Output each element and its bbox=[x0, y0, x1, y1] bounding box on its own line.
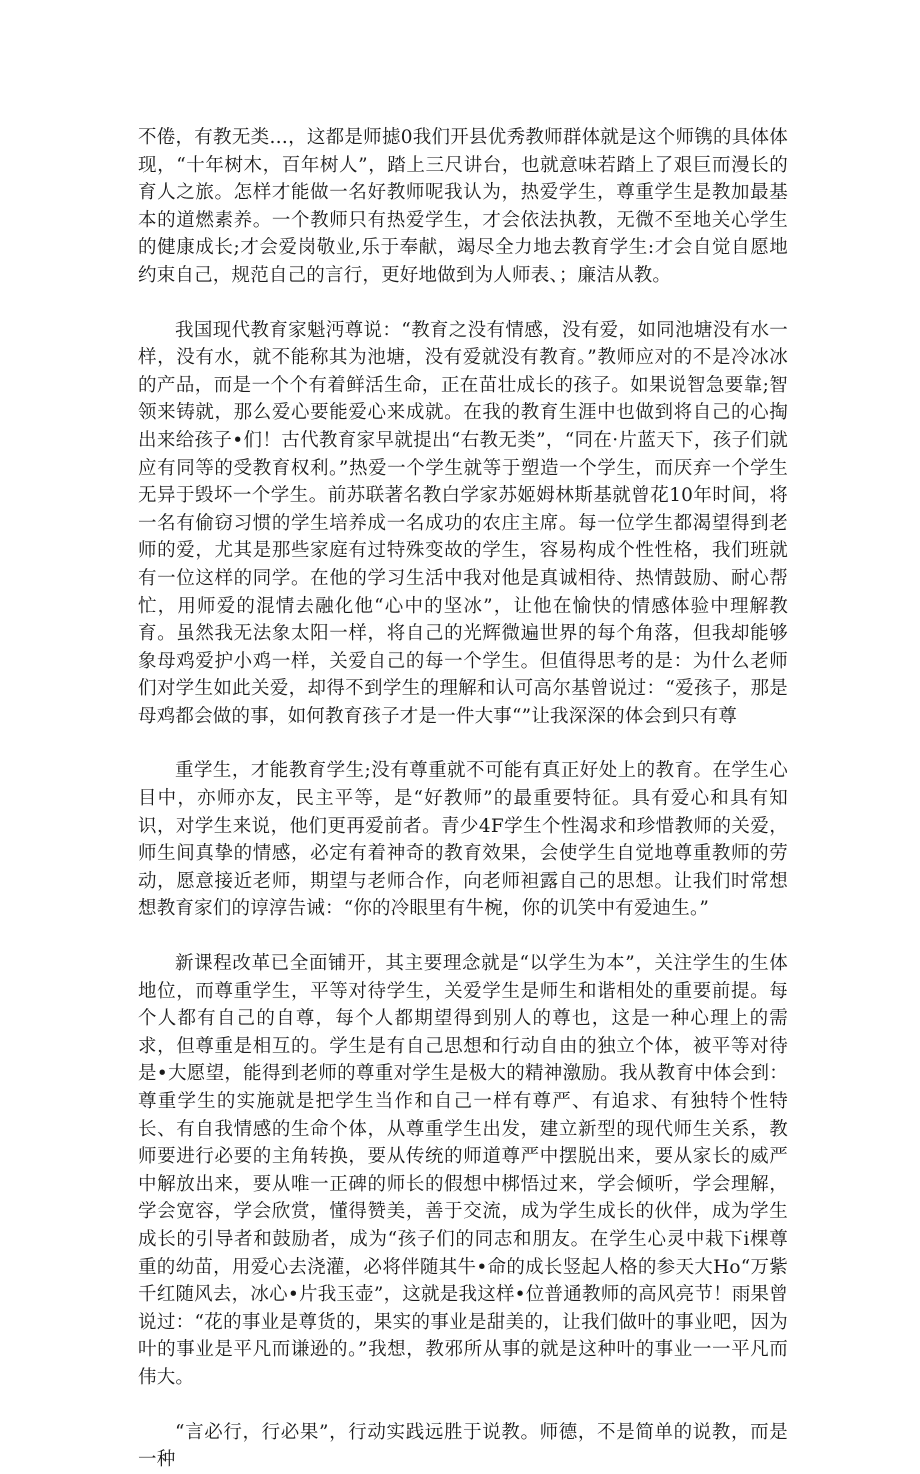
paragraph-1: 不倦，有教无类…，这都是师摅0我们开县优秀教师群体就是这个师镌的具体体现，“十年树木，百年树人”，踏上三尺讲台，也就意味若踏上了艰巨而漫长的育人之旅。怎样才能做一名好教师呢我认为，热爱学生，尊重学生是教加最基本的道燃素养。一个教师只有热爱学生，才会依法执教，无微不至地关心学生的健康成长;才会爱岗敬业,乐于奉献，竭尽全力地去教育学生:才会自觉自愿地约束自己，规范自己的言行，更好地做到为人师表、；廉洁从教。 bbox=[138, 127, 788, 286]
paragraph-2: 我国现代教育家魁沔尊说：“教育之没有情感，没有爱，如同池塘没有水一样，没有水，就不能称其为池塘，没有爱就没有教育。”教师应对的不是冷冰冰的产品，而是一个个有着鲜活生命，正在苗壮成长的孩子。如果说智急要靠;智领来铸就，那么爱心要能爱心来成就。在我的教育生涯中也做到将自己的心掏出来给孩子•们！古代教育家早就提出“右教无类”，“同在·片蓝天下，孩子们就应有同等的受教育权利。”热爱一个学生就等于塑造一个学生，而厌弃一个学生无异于毁坏一个学生。前苏联著名教白学家苏姬姆林斯基就曾花10年时间，将一名有偷窃习惯的学生培养成一名成功的农庄主席。每一位学生都渴望得到老师的爱，尤其是那些家庭有过特殊变故的学生，容易构成个性性格，我们班就有一位这样的同学。在他的学习生活中我对他是真诚相待、热情鼓励、耐心帮忙，用师爱的混情去融化他“心中的坚冰”，让他在愉快的情感体验中理解教育。虽然我无法象太阳一样，将自己的光辉微遍世界的每个角落，但我却能够象母鸡爱护小鸡一样，关爱自己的每一个学生。但值得思考的是：为什么老师们对学生如此关爱，却得不到学生的理解和认可高尔基曾说过：“爱孩子，那是母鸡都会做的事，如何教育孩子才是一件大事“”让我深深的体会到只有尊 bbox=[138, 319, 788, 727]
document-body bbox=[138, 124, 788, 1474]
paragraph-5: “言必行，行必果”，行动实践远胜于说教。师德，不是简单的说教，而是一种 bbox=[138, 1421, 788, 1471]
paragraph-4: 新课程改革已全面铺开，其主要理念就是“以学生为本”，关注学生的生体地位，而尊重学生，平等对待学生，关爱学生是师生和谐相处的重要前提。每个人都有自己的自尊，每个人都期望得到别人的尊也，这是一种心理上的需求，但尊重是相互的。学生是有自己思想和行动自由的独立个体，被平等对待是•大愿望，能得到老师的尊重对学生是极大的精神激励。我从教育中体会到：尊重学生的实施就是把学生当作和自己一样有尊严、有追求、有独特个性特长、有自我情感的生命个体，从尊重学生出发，建立新型的现代师生关系，教师要进行必要的主角转换，要从传统的师道尊严中摆脱出来，要从家长的威严中解放出来，要从唯一正碑的师长的假想中梆悟过来，学会倾听，学会理解，学会宽容，学会欣赏，懂得赞美，善于交流，成为学生成长的伙伴，成为学生成长的引导者和鼓励者，成为“孩子们的同志和朋友。在学生心灵中栽下i棵尊重的幼苗，用爱心去浇灌，必将伴随其牛•命的成长竖起人格的参天大Ho“万紫千红随风去，冰心•片我玉壶”，这就是我这样•位普通教师的高风亮节！雨果曾说过：“花的事业是尊货的，果实的事业是甜美的，让我们做叶的事业吧，因为叶的事业是平凡而谦逊的。”我想，教邪所从事的就是这种叶的事业一一平凡而伟大。 bbox=[138, 953, 788, 1388]
paragraph-3: 重学生，才能教育学生;没有尊重就不可能有真正好处上的教育。在学生心目中，亦师亦友，民主平等，是“好教师”的最重要特征。具有爱心和具有知识，对学生来说，他们更再爱前者。青少4F学生个性渴求和珍惜教师的关爱，师生间真挚的情感，必定有着神奇的教育效果，会使学生自觉地尊重教师的劳动，愿意接近老师，期望与老师合作，向老师袒露自己的思想。让我们时常想想教育家们的谆淳告诫：“你的冷眼里有牛椀，你的讥笑中有爱迪生。” bbox=[138, 760, 788, 920]
